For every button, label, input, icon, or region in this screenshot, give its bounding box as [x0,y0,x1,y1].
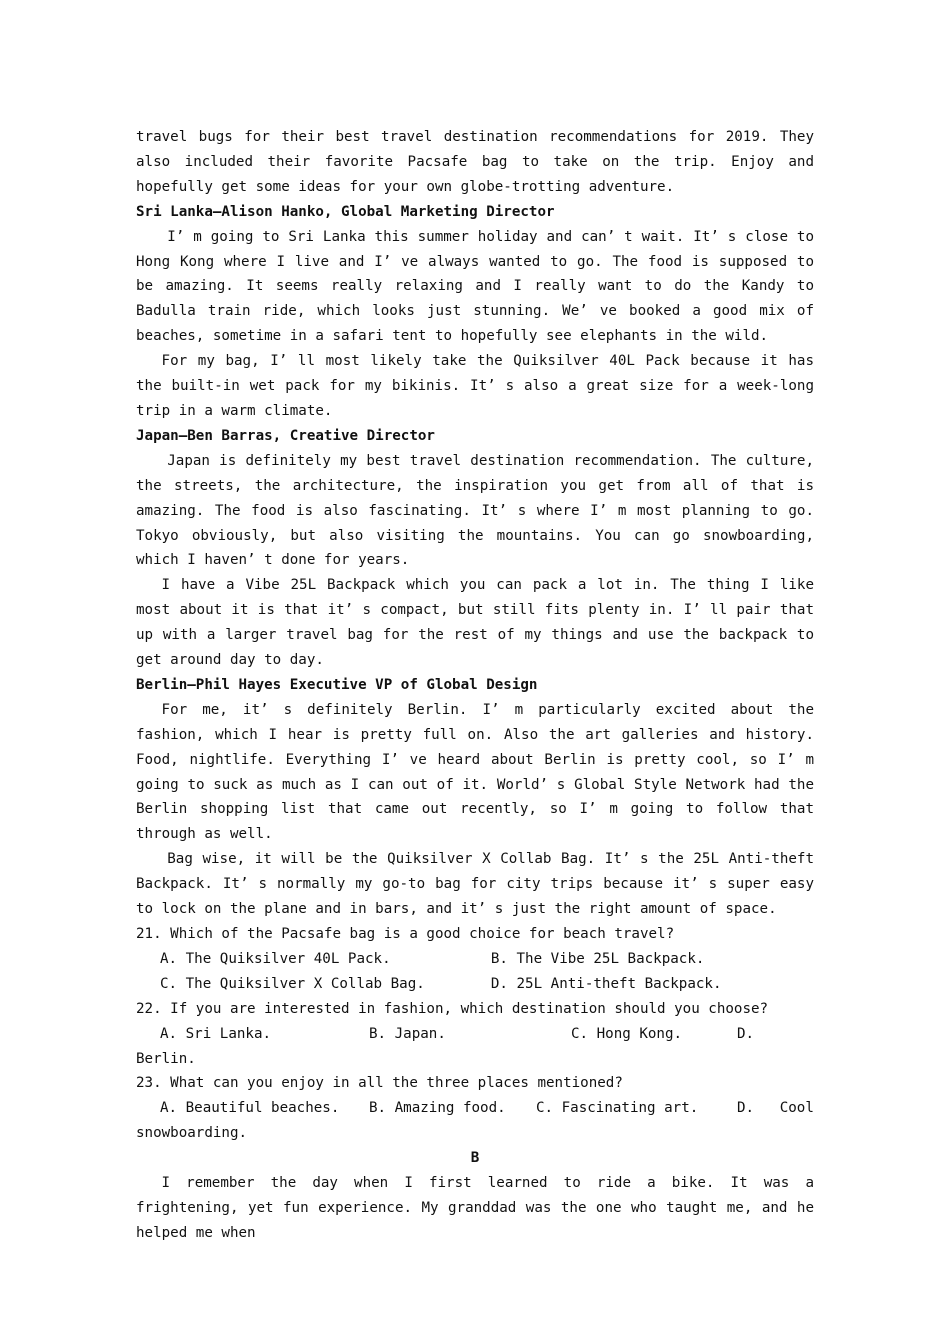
berlin-paragraph-2: Bag wise, it will be the Quiksilver X Collab Bag. It’ s the 25L Anti-theft Backpack. It’ s normally my go-to bag for city trips because it’ s super easy to lock on the plane and in bars, and it’ s just the right amount of space. [136,851,814,918]
question-21-stem: 21. Which of the Pacsafe bag is a good choice for beach travel? [136,926,675,942]
question-23-option-a: A. Beautiful beaches. [160,1100,340,1117]
section-heading-sri-lanka: Sri Lanka—Alison Hanko, Global Marketing Director [136,203,555,220]
berlin-paragraph-1: For me, it’ s definitely Berlin. I’ m particularly excited about the fashion, which I hear is pretty full on. Also the art galleries and history. Food, nightlife. Everything I’ ve heard about Berlin is pretty cool, so I’ m going to suck as much as I can out of it. World’ s Global Style Network had the Berlin shopping list that came out recently, so I’ m going to follow that through as well. [136,701,814,843]
part-b-label: B [470,1150,480,1167]
question-23-option-c: C. Fascinating art. [536,1100,699,1117]
sri-lanka-paragraph-1: I’ m going to Sri Lanka this summer holiday and can’ t wait. It’ s close to Hong Kong where I live and I’ ve always wanted to go. The food is supposed to be amazing. It seems really relaxing and I really want to do the Kandy to Badulla train ride, which looks just stunning. We’ ve booked a good mix of beaches, sometime in a safari tent to hopefully see elephants in the wild. [136,228,814,345]
question-22-option-a: A. Sri Lanka. [160,1025,272,1042]
question-21-option-d: D. 25L Anti-theft Backpack. [490,975,722,992]
section-heading-berlin: Berlin—Phil Hayes Executive VP of Global Design [136,676,538,693]
question-22-option-b: B. Japan. [369,1025,446,1042]
sri-lanka-paragraph-2: For my bag, I’ ll most likely take the Quiksilver 40L Pack because it has the built-in wet pack for my bikinis. It’ s also a great size for a week-long trip in a warm climate. [136,353,814,419]
intro-paragraph: travel bugs for their best travel destination recommendations for 2019. They also included their favorite Pacsafe bag to take on the trip. Enjoy and hopefully get some ideas for your own globe-trotting adventure. [136,129,814,195]
question-23-stem: 23. What can you enjoy in all the three places mentioned? [136,1075,623,1092]
question-22-option-c: C. Hong Kong. [571,1025,683,1042]
question-21-option-c: C. The Quiksilver X Collab Bag. [160,975,425,992]
document-page [136,125,814,1246]
question-21-options-row-1 [136,947,814,972]
question-23-options [136,1096,814,1121]
question-21-option-a: A. The Quiksilver 40L Pack. [160,950,391,967]
question-23-option-d-wrap: snowboarding. [136,1125,248,1142]
question-23-option-d: D. Cool [737,1100,814,1117]
question-22-option-d-wrap: Berlin. [136,1050,196,1067]
question-22-options [136,1022,814,1047]
question-22-option-d: D. [737,1025,755,1042]
japan-paragraph-2: I have a Vibe 25L Backpack which you can pack a lot in. The thing I like most about it is that it’ s compact, but still fits plenty in. I’ ll pair that up with a larger travel bag for the rest of my things and use the backpack to get around day to day. [136,577,814,669]
part-b-paragraph: I remember the day when I first learned to ride a bike. It was a frightening, yet fun experience. My granddad was the one who taught me, and he helped me when [136,1175,814,1241]
japan-paragraph-1: Japan is definitely my best travel destination recommendation. The culture, the streets, the architecture, the inspiration you get from all of that is amazing. The food is also fascinating. It’ s where I’ m most planning to go. Tokyo obviously, but also visiting the mountains. You can go snowboarding, which I haven’ t done for years. [136,452,814,569]
question-21-option-b: B. The Vibe 25L Backpack. [490,950,705,967]
question-22-stem: 22. If you are interested in fashion, which destination should you choose? [136,1000,769,1017]
question-23-option-b: B. Amazing food. [369,1100,506,1117]
question-21-options-row-2 [136,972,814,997]
section-heading-japan: Japan—Ben Barras, Creative Director [136,427,435,444]
